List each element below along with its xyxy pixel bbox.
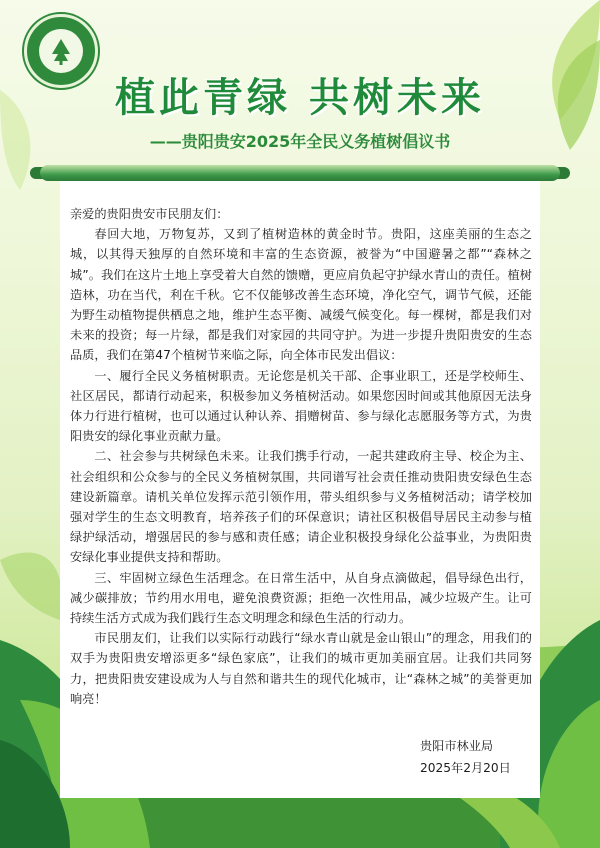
scroll-rod [40,165,560,181]
letter-paragraph: 一、履行全民义务植树职责。无论您是机关干部、企事业职工，还是学校师生、社区居民，都请行动起来，积极参加义务植树活动。如果您因时间或其他原因无法身体力行进行植树，也可以通过认种认养、捐赠树苗、参与绿化志愿服务等方式，为贵阳贵安的绿化事业贡献力量。 [70,368,532,444]
page-title: 植此青绿 共树未来 [115,75,485,121]
date: 2025年2月20日 [420,761,511,775]
tree-icon [46,36,76,66]
letter-signature-block [420,735,511,779]
letter-body [70,204,532,709]
letter-paragraph: 三、牢固树立绿色生活理念。在日常生活中，从自身点滴做起，倡导绿色出行，减少碳排放；节约用水用电，避免浪费资源；拒绝一次性用品，减少垃圾产生。让可持续生活方式成为我们践行生态文明理念和绿色生活的行动力。 [70,570,532,626]
letter-paragraph: 春回大地，万物复苏，又到了植树造林的黄金时节。贵阳，这座美丽的生态之城，以其得天独厚的自然环境和丰富的生态资源，被誉为“中国避暑之都”“森林之城”。我们在这片土地上享受着大自然的馈赠，更应肩负起守护绿水青山的责任。植树造林，功在当代，利在千秋。它不仅能够改善生态环境，净化空气，调节气候，还能为野生动植物提供栖息之地，维护生态平衡、减缓气候变化。每一棵树，都是我们对未来的投资；每一片绿，都是我们对家园的共同守护。为进一步提升贵阳贵安的生态品质，我们在第47个植树节来临之际，向全体市民发出倡议： [70,227,532,363]
letter-paragraph: 二、社会参与共树绿色未来。让我们携手行动，一起共建政府主导、校企为主、社会组织和公众参与的全民义务植树氛围，共同谱写社会责任推动贵阳贵安绿色生态建设新篇章。请机关单位发挥示范引领作用，带头组织参与义务植树活动；请学校加强对学生的生态文明教育，培养孩子们的环保意识；请社区积极倡导居民主动参与植绿护绿活动，增强居民的参与感和责任感；请企业积极投身绿化公益事业，为贵阳贵安绿化事业提供支持和帮助。 [70,449,532,565]
signature: 贵阳市林业局 [420,739,494,753]
page-subtitle: ——贵阳贵安2025年全民义务植树倡议书 [149,132,451,151]
letter-paragraph: 市民朋友们，让我们以实际行动践行“绿水青山就是金山银山”的理念，用我们的双手为贵阳贵安增添更多“绿色家底”，让我们的城市更加美丽宜居。让我们共同努力，把贵阳贵安建设成为人与自然和谐共生的现代化城市，让“森林之城”的美誉更加响亮！ [70,631,532,706]
letter-greeting: 亲爱的贵阳贵安市民朋友们： [70,207,229,221]
